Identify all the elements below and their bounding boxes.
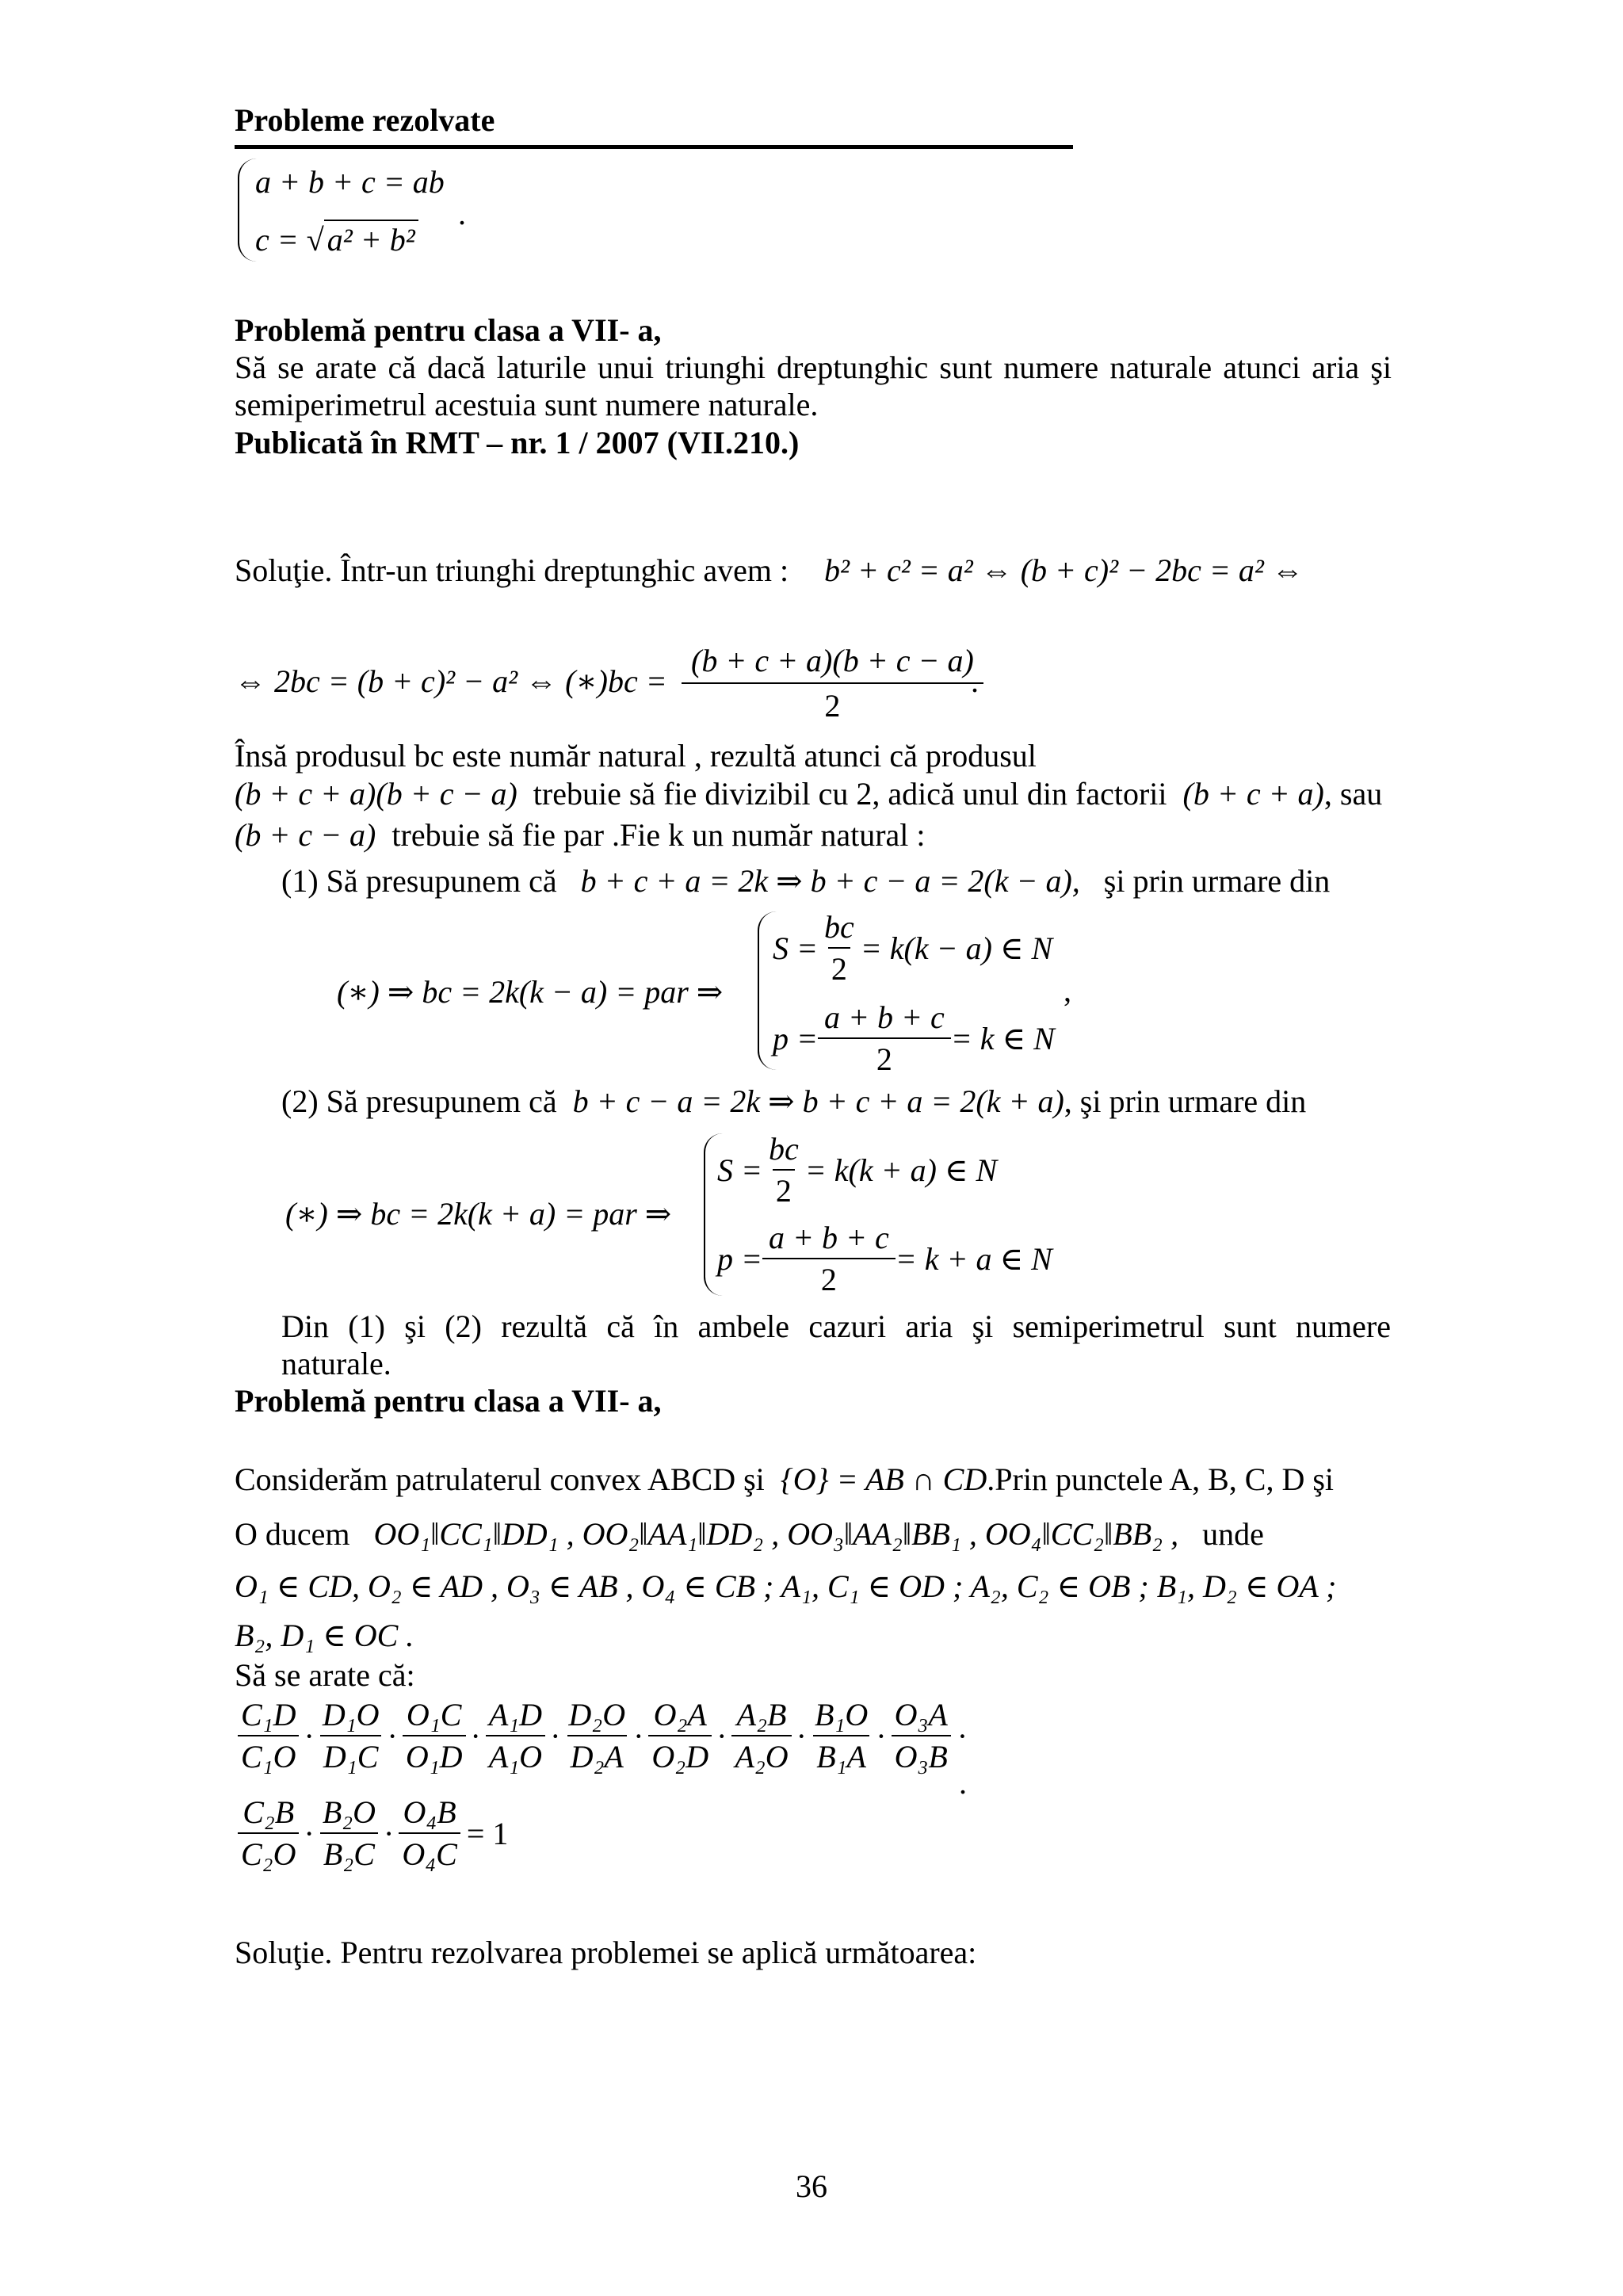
system-brace [238, 159, 257, 262]
case2-implication: (∗) ⇒ bc = 2k(k + a) = par ⇒ [285, 1196, 672, 1232]
problem1-heading: Problemă pentru clasa a VII- a, [235, 312, 662, 348]
multiplication-dot: · [304, 1815, 315, 1851]
solution1-line1-math: b² + c² = a² ⇔ (b + c)² − 2bc = a² ⇔ [824, 552, 1304, 588]
case2-semiperimeter-formula: p = $\frac{a + b + c}{2}$ = k + a ∈ N [717, 1220, 1052, 1298]
case1-area-formula: S = $\frac{bc}{2}$ = k(k − a) ∈ N [773, 909, 1053, 988]
ratio-fraction [486, 1696, 545, 1775]
case1-implication: (∗) ⇒ bc = 2k(k − a) = par ⇒ [337, 974, 724, 1010]
ratio-denominator: O₂D [648, 1735, 712, 1775]
problem2-line3: O₁ ∈ CD, O₂ ∈ AD , O₃ ∈ AB , O₄ ∈ CB ; A₁, C₁ ∈ OD ; A₂, C₂ ∈ OB ; B₁, D₂ ∈ OA ; [235, 1568, 1337, 1604]
ratio-fraction [403, 1696, 466, 1775]
solution1-line2-fraction: (b + c + a)(b + c − a) 2 [686, 642, 979, 724]
fraction-product-row1 [235, 1696, 968, 1775]
ratio-fraction [565, 1696, 628, 1775]
fraction-product-period: . [959, 1765, 967, 1801]
ratio-denominator: O₃B [892, 1735, 951, 1775]
multiplication-dot: · [550, 1717, 561, 1754]
ratio-denominator: C₂O [238, 1832, 299, 1873]
ratio-numerator: O₁C [406, 1697, 462, 1733]
fraction-product-row2 [235, 1794, 508, 1873]
multiplication-dot: · [876, 1717, 887, 1754]
multiplication-dot: · [304, 1717, 315, 1754]
case2-area-formula: S = $\frac{bc}{2}$ = k(k + a) ∈ N [717, 1131, 998, 1209]
ratio-denominator: O₄C [399, 1832, 460, 1873]
ratio-denominator: D₁C [320, 1735, 381, 1775]
solution1-line1-text: Soluţie. Într-un triunghi dreptunghic avem : [235, 552, 789, 588]
solution1-line2-math: ⇔ 2bc = (b + c)² − a² ⇔ (∗)bc = [235, 663, 667, 699]
solution2-line1: Soluţie. Pentru rezolvarea problemei se aplică următoarea: [235, 1935, 977, 1970]
ratio-denominator: B₂C [320, 1832, 378, 1873]
ratio-fraction [731, 1696, 791, 1775]
ratio-denominator: A₂O [731, 1735, 791, 1775]
case2-line: (2) Să presupunem că b + c − a = 2k ⇒ b + c + a = 2(k + a), şi prin urmare din [281, 1083, 1307, 1119]
running-title: Probleme rezolvate [235, 102, 495, 138]
problem2-line1: Considerăm patrulaterul convex ABCD şi {O} = AB ∩ CD.Prin punctele A, B, C, D şi [235, 1461, 1335, 1497]
problem2-line5: Să se arate că: [235, 1657, 415, 1693]
solution1-line4: (b + c + a)(b + c − a) trebuie să fie divizibil cu 2, adică unul din factorii (b + c + a), sau [235, 776, 1383, 812]
ratio-numerator: B₂O [322, 1794, 376, 1830]
ratio-denominator: A₁O [486, 1735, 545, 1775]
multiplication-dot: · [716, 1717, 727, 1754]
problem1-statement-line1: Să se arate că dacă laturile unui triunghi dreptunghic sunt numere naturale atunci aria şi [235, 350, 1392, 385]
multiplication-dot: · [384, 1815, 395, 1851]
ratio-fraction [812, 1696, 871, 1775]
ratio-fraction [319, 1696, 383, 1775]
row-terminator: = 1 [466, 1815, 509, 1851]
multiplication-dot: · [387, 1717, 398, 1754]
solution1-line3: Însă produsul bc este număr natural , rezultă atunci că produsul [235, 738, 1037, 774]
ratio-denominator: B₁A [813, 1735, 869, 1775]
system-line-2: c = √ a² + b² [255, 220, 418, 258]
ratio-numerator: A₂B [736, 1697, 787, 1733]
system-line-1: a + b + c = ab [255, 164, 445, 200]
problem2-line2: O ducem OO₁‖CC₁‖DD₁ , OO₂‖AA₁‖DD₂ , OO₃‖AA₂‖BB₁ , OO₄‖CC₂‖BB₂ , unde [235, 1516, 1264, 1552]
ratio-numerator: A₁D [488, 1697, 543, 1733]
ratio-fraction [399, 1794, 460, 1873]
ratio-numerator: C₁D [241, 1697, 296, 1733]
ratio-denominator: D₂A [567, 1735, 627, 1775]
page-number: 36 [796, 2168, 827, 2204]
row-terminator: · [957, 1717, 968, 1754]
ratio-fraction [238, 1794, 299, 1873]
ratio-numerator: O₄B [403, 1794, 456, 1830]
sqrt-radicand: a² + b² [324, 220, 418, 258]
ratio-fraction [648, 1696, 712, 1775]
solution1-line2-period: . [971, 663, 979, 699]
ratio-denominator: O₁D [403, 1735, 466, 1775]
solution1-line5: (b + c − a) trebuie să fie par .Fie k un număr natural : [235, 817, 926, 853]
multiplication-dot: · [796, 1717, 807, 1754]
case1-comma: , [1064, 972, 1071, 1008]
conclusion-line1: Din (1) şi (2) rezultă că în ambele cazuri aria şi semiperimetrul sunt numere [281, 1308, 1391, 1344]
ratio-denominator: C₁O [238, 1735, 299, 1775]
system-period: . [458, 196, 466, 231]
ratio-fraction [892, 1696, 951, 1775]
conclusion-line2: naturale. [281, 1346, 391, 1381]
problem1-published: Publicată în RMT – nr. 1 / 2007 (VII.210.) [235, 425, 800, 460]
ratio-numerator: O₃A [894, 1697, 948, 1733]
ratio-fraction [238, 1696, 299, 1775]
ratio-numerator: B₁O [815, 1697, 869, 1733]
ratio-numerator: D₁O [322, 1697, 380, 1733]
problem2-heading: Problemă pentru clasa a VII- a, [235, 1383, 662, 1419]
header-rule [235, 145, 1073, 149]
ratio-fraction [319, 1794, 379, 1873]
ratio-numerator: D₂O [568, 1697, 626, 1733]
ratio-numerator: C₂B [242, 1794, 295, 1830]
problem1-statement-line2: semiperimetrul acestuia sunt numere naturale. [235, 387, 819, 422]
case1-line: (1) Să presupunem că b + c + a = 2k ⇒ b + c − a = 2(k − a), şi prin urmare din [281, 863, 1331, 899]
multiplication-dot: · [633, 1717, 644, 1754]
ratio-numerator: O₂A [653, 1697, 707, 1733]
multiplication-dot: · [470, 1717, 481, 1754]
problem2-line4: B₂, D₁ ∈ OC . [235, 1618, 414, 1653]
case1-semiperimeter-formula: p = $\frac{a + b + c}{2}$ = k ∈ N [773, 999, 1055, 1078]
